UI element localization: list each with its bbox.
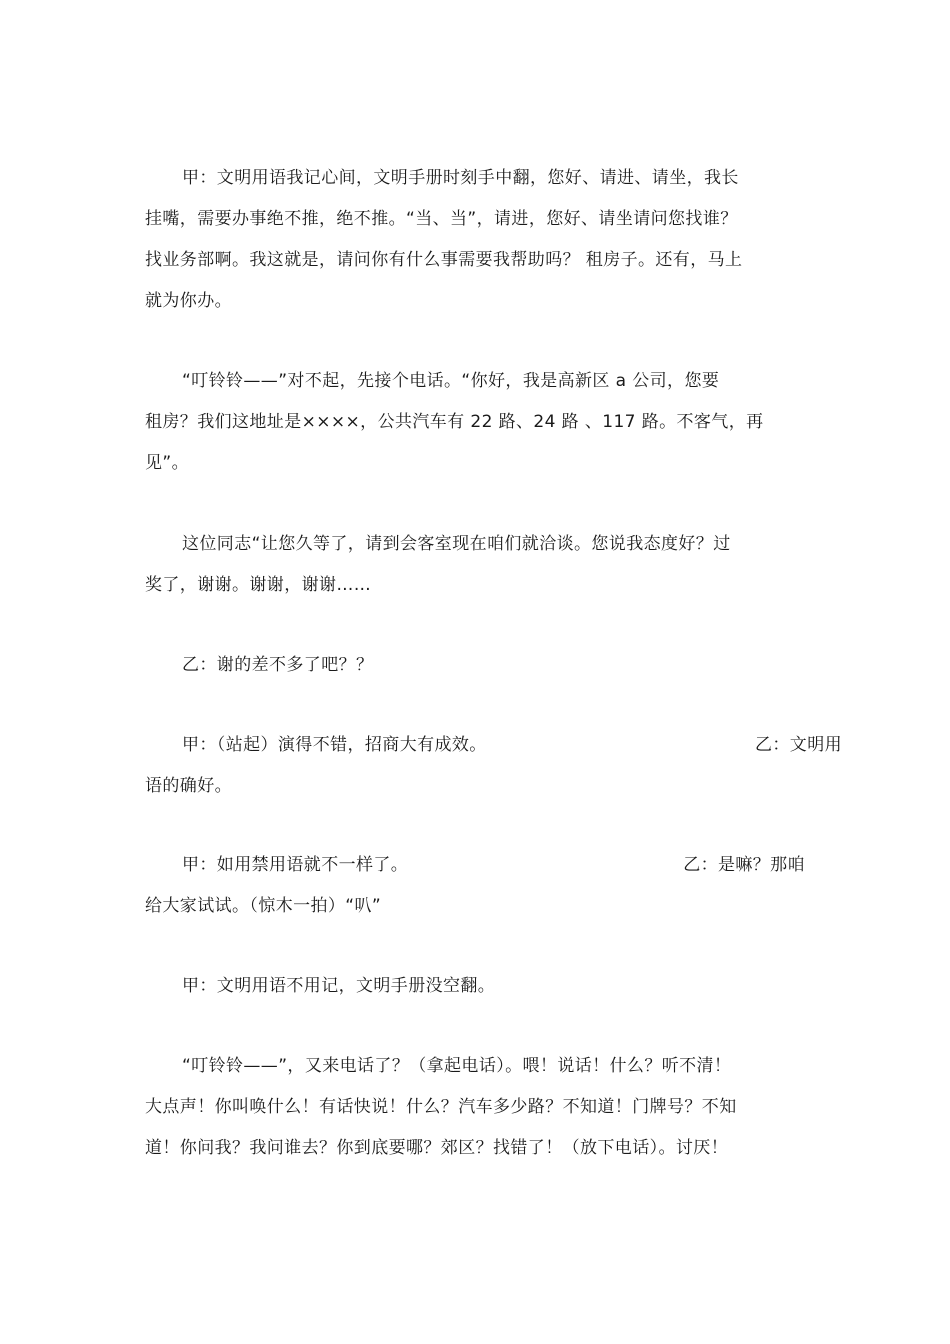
text-line: 租房？我们这地址是××××，公共汽车有 22 路、24 路 、117 路。不客气，再 xyxy=(145,412,764,432)
line-left: 甲：（站起）演得不错，招商大有成效。 xyxy=(182,735,487,755)
text-line: 找业务部啊。我这就是，请问你有什么事需要我帮助吗？ 租房子。还有，马上 xyxy=(145,250,743,270)
text-line xyxy=(145,845,805,886)
text-line: 就为你办。 xyxy=(145,291,232,311)
text-line: 挂嘴，需要办事绝不推，绝不推。“当、当”，请进，您好、请坐请问您找谁？ xyxy=(145,209,738,229)
text-line: 给大家试试。（惊木一拍）“叭” xyxy=(145,896,382,916)
paragraph-6 xyxy=(145,845,810,927)
text-line: “叮铃铃——”，又来电话了？（拿起电话）。喂！说话！什么？听不清！ xyxy=(182,1056,732,1076)
text-line: “叮铃铃——”对不起，先接个电话。“你好，我是高新区 a 公司，您要 xyxy=(182,371,720,391)
paragraph-7 xyxy=(145,966,810,1007)
text-line: 语的确好。 xyxy=(145,776,232,796)
text-line xyxy=(145,725,842,766)
text-line: 这位同志“让您久等了，请到会客室现在咱们就洽谈。您说我态度好？过 xyxy=(182,534,731,554)
line-right: 乙：文明用 xyxy=(755,735,842,755)
line-right: 乙：是嘛？那咱 xyxy=(683,855,805,875)
paragraph-5 xyxy=(145,725,842,807)
text-line: 甲：文明用语我记心间，文明手册时刻手中翻，您好、请进、请坐，我长 xyxy=(182,168,739,188)
text-line: 甲：文明用语不用记，文明手册没空翻。 xyxy=(182,976,496,996)
line-left: 甲：如用禁用语就不一样了。 xyxy=(182,855,409,875)
text-line: 大点声！你叫唤什么！有话快说！什么？汽车多少路？不知道！门牌号？不知 xyxy=(145,1097,737,1117)
text-line: 见”。 xyxy=(145,453,190,473)
text-line: 乙：谢的差不多了吧？？ xyxy=(182,655,374,675)
paragraph-3 xyxy=(145,524,810,606)
text-line: 奖了，谢谢。谢谢，谢谢…… xyxy=(145,575,372,595)
text-line: 道！你问我？我问谁去？你到底要哪？郊区？找错了！（放下电话）。讨厌！ xyxy=(145,1138,729,1158)
paragraph-8 xyxy=(145,1046,810,1169)
paragraph-4 xyxy=(145,645,810,686)
paragraph-1 xyxy=(145,158,810,322)
paragraph-2 xyxy=(145,361,810,484)
